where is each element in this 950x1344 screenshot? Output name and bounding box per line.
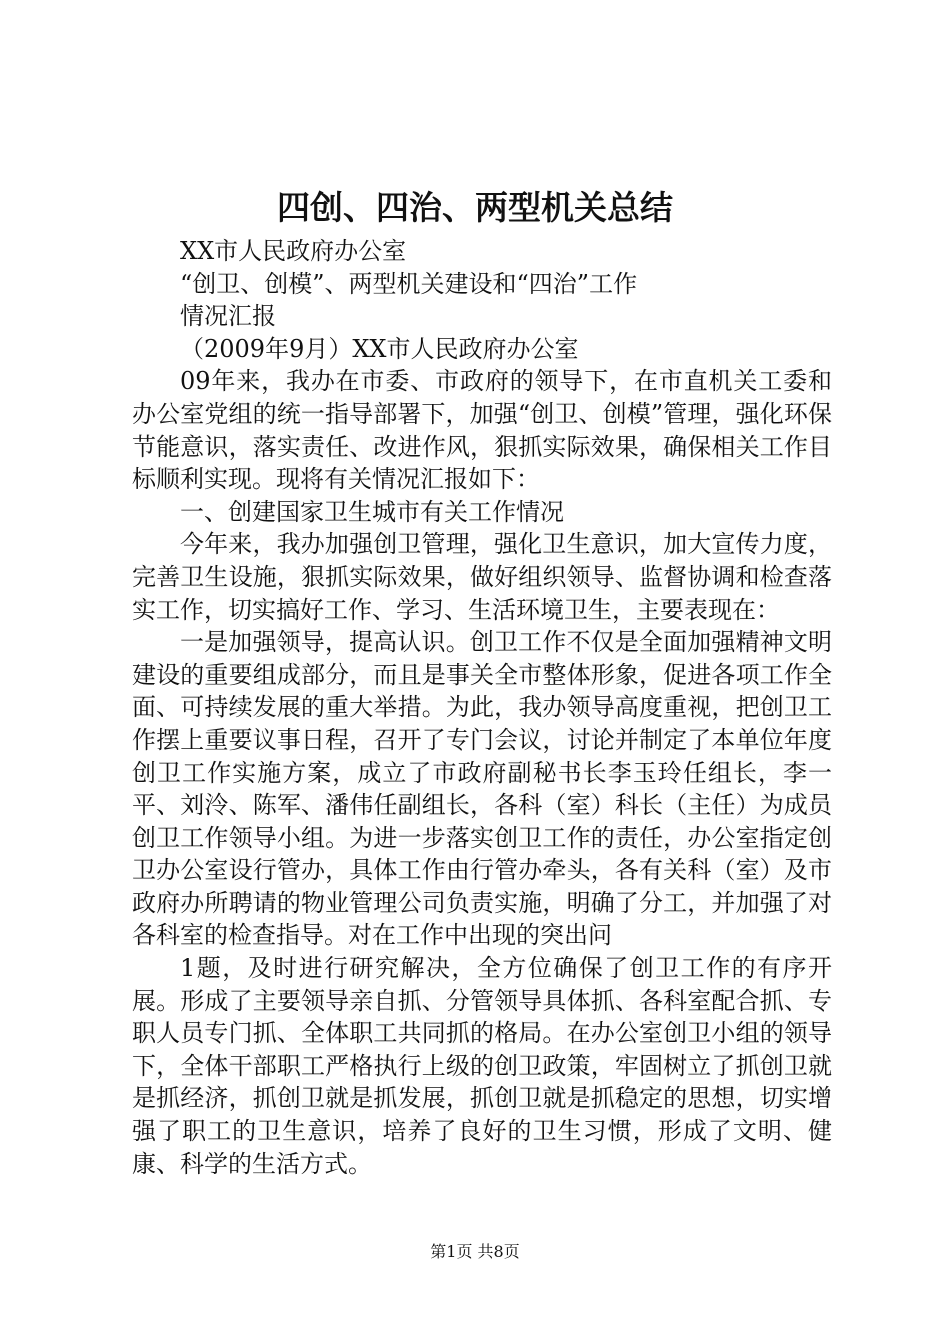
page-number-footer: 第1页 共8页 bbox=[430, 1242, 520, 1261]
section-heading-1: 一、创建国家卫生城市有关工作情况 bbox=[180, 497, 564, 526]
paragraph-date-issuer: （2009年9月）XX市人民政府办公室 bbox=[180, 334, 579, 363]
paragraph-overview: 今年来，我办加强创卫管理，强化卫生意识，加大宣传力度，完善卫生设施，狠抓实际效果，做好组织领导、监督协调和检查落实工作，切实搞好工作、学习、生活环境卫生，主要表现在： bbox=[132, 530, 832, 624]
paragraph-issuer: XX市人民政府办公室 bbox=[180, 237, 407, 265]
paragraph-report-label: 情况汇报 bbox=[180, 302, 276, 331]
document-body bbox=[132, 235, 832, 1180]
paragraph-intro: 09年来，我办在市委、市政府的领导下，在市直机关工委和办公室党组的统一指导部署下，加强“创卫、创模”管理，强化环保节能意识，落实责任、改进作风，狠抓实际效果，确保相关工作目标顺利实现。现将有关情况汇报如下： bbox=[132, 367, 832, 494]
paragraph-point-1-cont: 1题，及时进行研究解决，全方位确保了创卫工作的有序开展。形成了主要领导亲自抓、分管领导具体抓、各科室配合抓、专职人员专门抓、全体职工共同抓的格局。在办公室创卫小组的领导下，全体干部职工严格执行上级的创卫政策，牢固树立了抓创卫就是抓经济，抓创卫就是抓发展，抓创卫就是抓稳定的思想，切实增强了职工的卫生意识，培养了良好的卫生习惯，形成了文明、健康、科学的生活方式。 bbox=[132, 954, 832, 1178]
paragraph-subject: “创卫、创模”、两型机关建设和“四治”工作 bbox=[180, 269, 638, 298]
document-title: 四创、四治、两型机关总结 bbox=[277, 188, 673, 227]
paragraph-point-1: 一是加强领导，提高认识。创卫工作不仅是全面加强精神文明建设的重要组成部分，而且是事关全市整体形象，促进各项工作全面、可持续发展的重大举措。为此，我办领导高度重视，把创卫工作摆上重要议事日程，召开了专门会议，讨论并制定了本单位年度创卫工作实施方案，成立了市政府副秘书长李玉玲任组长，李一平、刘泠、陈军、潘伟任副组长，各科（室）科长（主任）为成员创卫工作领导小组。为进一步落实创卫工作的责任，办公室指定创卫办公室设行管办，具体工作由行管办牵头，各有关科（室）及市政府办所聘请的物业管理公司负责实施，明确了分工，并加强了对各科室的检查指导。对在工作中出现的突出问 bbox=[132, 628, 832, 950]
